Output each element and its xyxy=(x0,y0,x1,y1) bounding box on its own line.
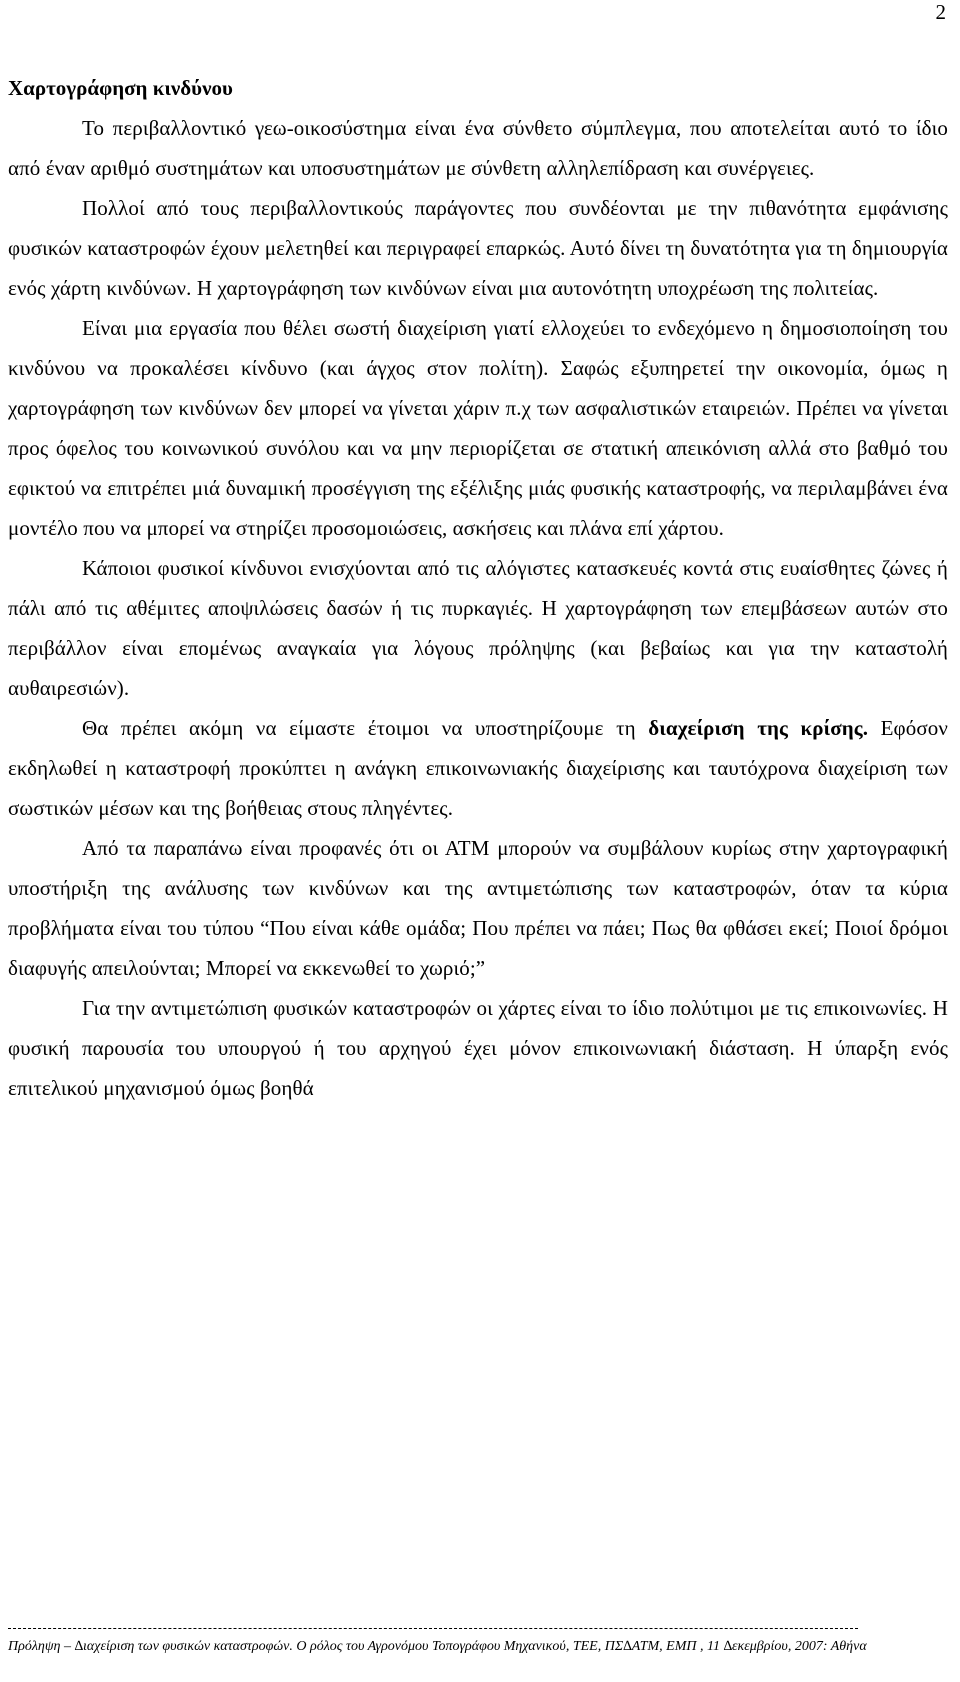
crisis-text-after: Εφόσον εκδηλωθεί η καταστροφή προκύπτει η ανάγκη επικοινωνιακής διαχείρισης και ταυτόχρονα διαχείριση των σωστικών μέσων και της βοήθειας στους πληγέντες. xyxy=(8,716,948,820)
paragraph-environmental-factors: Πολλοί από τους περιβαλλοντικούς παράγοντες που συνδέονται με την πιθανότητα εμφάνισης φυσικών καταστροφών έχουν μελετηθεί και περιγραφεί επαρκώς. Αυτό δίνει τη δυνατότητα για τη δημιουργία ενός χάρτη κινδύνων. Η χαρτογράφηση των κινδύνων είναι μια αυτονότητη υποχρέωση της πολιτείας. xyxy=(8,196,948,300)
crisis-text-before: Θα πρέπει ακόμη να είμαστε έτοιμοι να υποστηρίζουμε τη xyxy=(82,716,649,740)
footer-divider xyxy=(8,1628,858,1629)
paragraph-crisis-management xyxy=(8,708,948,828)
document-body xyxy=(8,68,948,1108)
page-footer xyxy=(8,1628,948,1656)
paragraph-natural-hazards: Κάποιοι φυσικοί κίνδυνοι ενισχύονται από τις αλόγιστες κατασκευές κοντά στις ευαίσθητες ζώνες ή πάλι από τις αθέμιτες αποψιλώσεις δασών ή τις πυρκαγιές. Η χαρτογράφηση των επεμβάσεων αυτών στο περιβάλλον είναι επομένως αναγκαία για λόγους πρόληψης (και βεβαίως και για την καταστολή αυθαιρεσιών). xyxy=(8,556,948,700)
paragraph-atm-support: Από τα παραπάνω είναι προφανές ότι οι ΑΤΜ μπορούν να συμβάλουν κυρίως στην χαρτογραφική υποστήριξη της ανάλυσης των κινδύνων και της αντιμετώπισης των καταστροφών, όταν τα κύρια προβλήματα είναι του τύπου “Που είναι κάθε ομάδα; Που πρέπει να πάει; Πως θα φθάσει εκεί; Ποιοί δρόμοι διαφυγής απειλούνται; Μπορεί να εκκενωθεί το χωριό;” xyxy=(8,836,948,980)
section-heading: Χαρτογράφηση κινδύνου xyxy=(8,76,233,100)
paragraph-maps-communications: Για την αντιμετώπιση φυσικών καταστροφών οι χάρτες είναι το ίδιο πολύτιμοι με τις επικοινωνίες. Η φυσική παρουσία του υπουργού ή του αρχηγού έχει μόνον επικοινωνιακή διάσταση. Η ύπαρξη ενός επιτελικού μηχανισμού όμως βοηθά xyxy=(8,996,948,1100)
paragraph-risk-management: Είναι μια εργασία που θέλει σωστή διαχείριση γιατί ελλοχεύει το ενδεχόμενο η δημοσιοποίηση του κινδύνου να προκαλέσει κίνδυνο (και άγχος στον πολίτη). Σαφώς εξυπηρετεί την οικονομία, όμως η χαρτογράφηση των κινδύνων δεν μπορεί να γίνεται χάριν π.χ των ασφαλιστικών εταιρειών. Πρέπει να γίνεται προς όφελος του κοινωνικού συνόλου και να μην περιορίζεται σε στατική απεικόνιση αλλά στο βαθμό του εφικτού να επιτρέπει μιά δυναμική προσέγγιση της εξέλιξης μιάς φυσικής καταστροφής, να περιλαμβάνει ένα μοντέλο που να μπορεί να στηρίζει προσομοιώσεις, ασκήσεις και πλάνα επί χάρτου. xyxy=(8,316,948,540)
footer-citation: Πρόληψη – ∆ιαχείριση των φυσικών καταστροφών. Ο ρόλος του Αγρονόμου Τοπογράφου Μηχανικού, ΤΕΕ, ΠΣ∆ΑΤΜ, ΕΜΠ , 11 ∆εκεμβρίου, 2007: Αθήνα xyxy=(8,1639,867,1654)
page-number: 2 xyxy=(935,0,946,24)
paragraph-ecosystem: Το περιβαλλοντικό γεω-οικοσύστημα είναι ένα σύνθετο σύμπλεγμα, που αποτελείται αυτό το ίδιο από έναν αριθμό συστημάτων και υποσυστημάτων με σύνθετη αλληλεπίδραση και συνέργειες. xyxy=(8,116,948,180)
crisis-bold-term: διαχείριση της κρίσης. xyxy=(648,716,869,740)
